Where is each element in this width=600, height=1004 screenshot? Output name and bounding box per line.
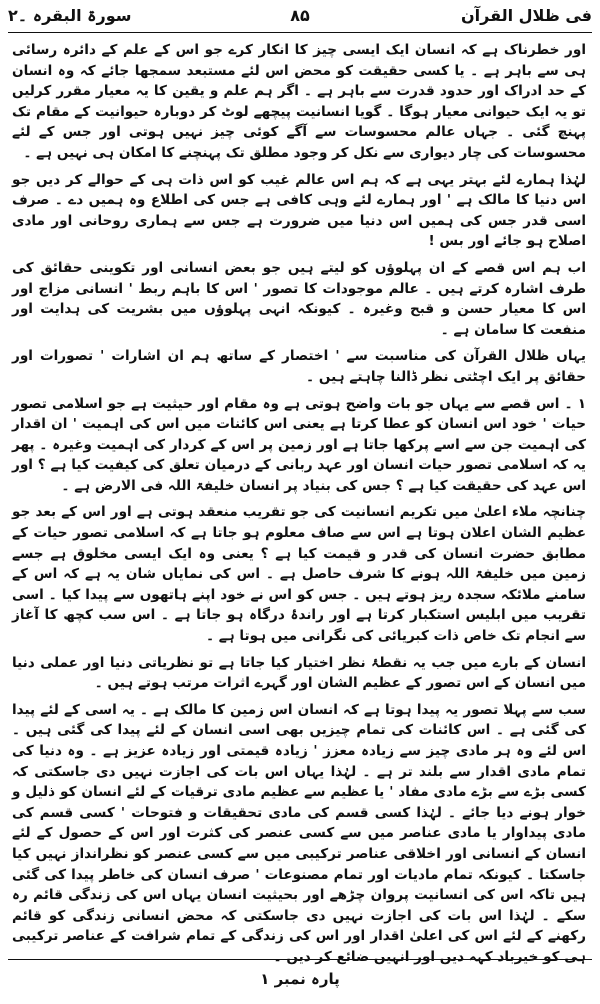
paragraph: انسان کے بارے میں جب یہ نقطۂ نظر اختیار کیا جاتا ہے تو نظریاتی دنیا اور عملی دنیا میں انسان کے اس تصور کے عظیم الشان اور گہرے اثرات مرتب ہوتے ہیں ۔ [12,654,586,692]
page-header [8,6,592,28]
paragraph: سب سے پہلا تصور یہ پیدا ہوتا ہے کہ انسان اس زمین کا مالک ہے ۔ یہ اسی کے لئے پیدا کی گئی ہے ۔ اس کائنات کی تمام چیزیں بھی اسی انسان کے لئے پیدا کی گئی ہیں ۔ اس لئے وہ ہر مادی چیز سے زیادہ معزز ' زیادہ قیمتی اور زیادہ عزیز ہے ۔ وہ دنیا کی تمام مادی اقدار سے بلند تر ہے ۔ لہٰذا یہاں اس بات کی اجازت نہیں دی جاسکتی کہ کسی بڑے سے بڑے مادی مفاد ' یا عظیم سے عظیم مادی ترقیات کے لئے انسان کو ذلیل و خوار ہونے دیا جائے ۔ لہٰذا کسی قسم کی مادی تحقیقات و فتوحات ' کسی قسم کی مادی پیداوار یا مادی عناصر میں سے کسی عنصر کی کثرت اور اس کے حصول کے لئے انسان کے انسانی اور اخلاقی عناصر ترکیبی میں سے کسی عنصر کو نظرانداز نہیں کیا جاسکتا ۔ کیونکہ تمام مادیات اور تمام مصنوعات ' صرف انسان کی خاطر پیدا کی گئی ہیں تاکہ اس کی انسانیت پروان چڑھے اور بحیثیت انسان یہاں اس کی زندگی قائم رہ سکے ۔ لہٰذا اس بات کی اجازت نہیں دی جاسکتی کہ محض انسانی زندگی کو قائم رکھنے کے لئے اس کی اعلیٰ اقدار اور اس کی زندگی کے تمام شرافت کے عناصر ترکیبی ہی کو خیرباد کہہ دیں اور انہیں ضائع کر دیں ۔ [12,701,586,965]
page-number: ۸۵ [290,6,310,25]
paragraph: لہٰذا ہمارے لئے بہتر یہی ہے کہ ہم اس عالم غیب کو اس ذات ہی کے حوالے کر دیں جو اس دنیا کا مالک ہے ' اور ہمارے لئے وہی کافی ہے جس کی اطلاع وہ ہمیں دے ۔ صرف اسی قدر جس کی ہمیں اس دنیا میں ضرورت ہے جس سے ہماری روحانی اور مادی اصلاح ہو جائے اور بس ! [12,171,586,250]
book-title: فی ظلال القرآن [460,6,592,25]
page-body [12,40,586,965]
paragraph: اب ہم اس قصے کے ان پہلوؤں کو لیتے ہیں جو بعض انسانی اور تکوینی حقائق کی طرف اشارہ کرتے ہیں ۔ عالم موجودات کا تصور ' اس کا باہم ربط ' انسانی مزاج اور اس کا معیار حسن و قبح وغیرہ ۔ کیونکہ انہی پہلوؤں میں بشریت کی ہدایت اور منفعت کا سامان ہے ۔ [12,259,586,338]
para-label: پارہ نمبر ۱ [260,970,340,988]
paragraph: چنانچہ ملاء اعلیٰ میں تکریم انسانیت کی جو تقریب منعقد ہوتی ہے اور اس کے بعد جو عظیم الشان اعلان ہوتا ہے اس سے صاف معلوم ہو جاتا ہے کہ اسلامی تصور حیات کے مطابق حضرت انسان کی قدر و قیمت کیا ہے ؟ یعنی وہ ایک ایسی مخلوق ہے جسے زمین میں خلیفۃ اللہ ہونے کا شرف حاصل ہے ۔ اس کی نمایاں شان یہ ہے کہ اس کے سامنے ملائکہ سجدہ ریز ہوتے ہیں ۔ جس کو اس نے خود اپنے ہاتھوں سے پیدا کیا ۔ اسی تقریب میں ابلیس استکبار کرتا ہے اور راندۂ درگاہ ہو جاتا ہے ۔ اس سب کچھ کا آغاز سے انجام تک خاص ذات کبریائی کی نگرانی میں ہوتا ہے ۔ [12,504,586,645]
paragraph: ۱ ۔ اس قصے سے یہاں جو بات واضح ہوتی ہے وہ مقام اور حیثیت ہے جو اسلامی تصور حیات ' خود اس انسان کو عطا کرتا ہے یعنی اس کائنات میں اس کی اہمیت ' ان اقدار کی اہمیت جن سے اسے پرکھا جاتا ہے اور زمین پر اس کے کردار کی اہمیت وغیرہ ۔ پھر یہ کہ اسلامی تصور حیات انسان اور عہد ربانی کے درمیان تعلق کی کیفیت کیا ہے ؟ اور اس عہد کی حقیقت کیا ہے ؟ جس کی بنیاد پر انسان خلیفۃ اللہ فی الارض ہے ۔ [12,395,586,494]
paragraph: یہاں ظلال القرآن کی مناسبت سے ' اختصار کے ساتھ ہم ان اشارات ' تصورات اور حقائق پر ایک اچٹتی نظر ڈالنا چاہتے ہیں ۔ [12,348,586,385]
paragraph: اور خطرناک ہے کہ انسان ایک ایسی چیز کا انکار کرے جو اس کے علم کے دائرہ رسائی ہی سے باہر ہے ۔ یا کسی حقیقت کو محض اس لئے مستبعد سمجھا جائے کہ وہ انسان کے حد ادراک اور حدود قدرت سے باہر ہے ۔ اگر ہم علم و یقین کا یہ معیار مقرر کرلیں تو یہ ایک حیوانی معیار ہوگا ۔ گویا انسانیت پیچھے لوٹ کر دوبارہ حیوانیت کے مقام تک پہنچ گئی ۔ جہاں عالم محسوسات سے آگے کوئی چیز نہیں ہوتی اور جس کے لئے محسوسات کی چار دیواری سے نکل کر وجود مطلق تک پہنچنے کا امکان ہی نہیں ہے ۔ [12,42,586,161]
footer-rule [8,959,592,960]
header-rule [8,32,592,33]
surah-title: سورۃ البقرہ ۔۲ [8,6,132,25]
